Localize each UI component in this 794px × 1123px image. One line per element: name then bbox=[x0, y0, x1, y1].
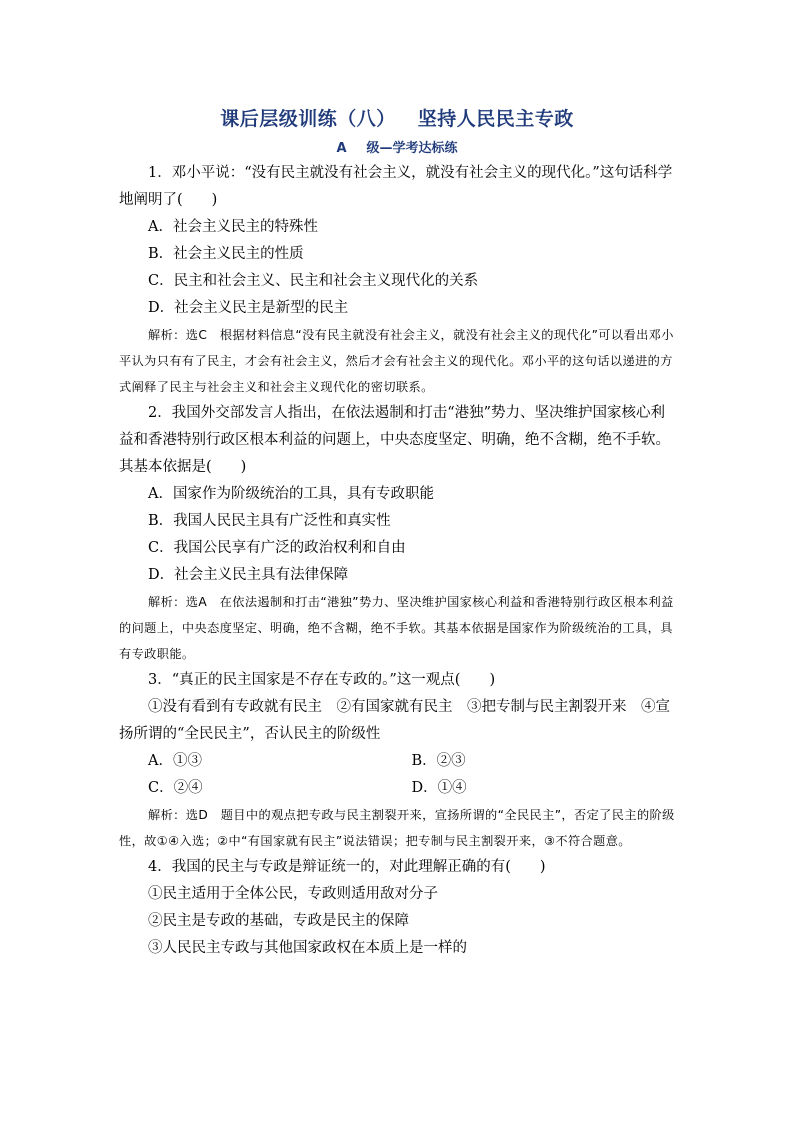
question-list bbox=[119, 160, 675, 962]
option-c: C．我国公民享有广泛的政治权利和自由 bbox=[148, 540, 406, 556]
option-b: B．②③ bbox=[411, 753, 466, 769]
options-row bbox=[119, 748, 675, 775]
subtitle-text: 级—学考达标练 bbox=[366, 141, 458, 156]
subtitle-level: A bbox=[336, 141, 347, 156]
option-a: A．社会主义民主的特殊性 bbox=[148, 219, 318, 235]
page-title bbox=[0, 104, 794, 131]
answer-analysis: 解析：选A 在依法遏制和打击“港独”势力、坚决维护国家核心利益和香港特别行政区根本利益的问题上，中央态度坚定、明确，绝不含糊，绝不手软。其基本依据是国家作为阶级统治的工具，具有专政职能。 bbox=[119, 595, 674, 661]
option-b: B．我国人民民主具有广泛性和真实性 bbox=[148, 513, 391, 529]
answer-analysis: 解析：选D 题目中的观点把专政与民主割裂开来，宣扬所谓的“全民民主”，否定了民主的阶级性，故①④入选；②中“有国家就有民主”说法错误；把专制与民主割裂开来，③不符合题意。 bbox=[119, 808, 675, 848]
question-stem: 3．“真正的民主国家是不存在专政的。”这一观点( ) bbox=[148, 672, 496, 688]
options-row bbox=[119, 775, 675, 802]
option-c: C．②④ bbox=[148, 780, 203, 796]
question-stem: 2．我国外交部发言人指出，在依法遏制和打击“港独”势力、坚决维护国家核心利益和香港特别行政区根本利益的问题上，中央态度坚定、明确，绝不含糊，绝不手软。其基本依据是( ) bbox=[119, 405, 670, 475]
option-d: D．社会主义民主是新型的民主 bbox=[148, 300, 349, 316]
option-d: D．社会主义民主具有法律保障 bbox=[148, 567, 349, 583]
option-d: D．①④ bbox=[411, 780, 467, 796]
section-subtitle bbox=[0, 137, 794, 156]
title-part-b: 坚持人民民主专政 bbox=[417, 108, 574, 130]
statement-2: ②民主是专政的基础，专政是民主的保障 bbox=[148, 913, 409, 929]
title-part-a: 课后层级训练（八） bbox=[220, 108, 396, 130]
statement-3: ③人民民主专政与其他国家政权在本质上是一样的 bbox=[148, 940, 467, 956]
statement-1: ①民主适用于全体公民，专政则适用敌对分子 bbox=[148, 886, 438, 902]
question-stem: 1．邓小平说：“没有民主就没有社会主义，就没有社会主义的现代化。”这句话科学地阐明了( ) bbox=[119, 165, 673, 208]
option-a: A．国家作为阶级统治的工具，具有专政职能 bbox=[148, 486, 434, 502]
option-b: B．社会主义民主的性质 bbox=[148, 246, 304, 262]
option-a: A．①③ bbox=[148, 753, 202, 769]
answer-analysis: 解析：选C 根据材料信息“没有民主就没有社会主义，就没有社会主义的现代化”可以看出邓小平认为只有有了民主，才会有社会主义，然后才会有社会主义的现代化。邓小平的这句话以递进的方式阐释了民主与社会主义和社会主义现代化的密切联系。 bbox=[119, 328, 674, 394]
option-c: C．民主和社会主义、民主和社会主义现代化的关系 bbox=[148, 273, 479, 289]
question-stem: 4．我国的民主与专政是辩证统一的，对此理解正确的有( ) bbox=[148, 859, 546, 875]
question-statements: ①没有看到有专政就有民主 ②有国家就有民主 ③把专制与民主割裂开来 ④宣扬所谓的“全民民主”，否认民主的阶级性 bbox=[119, 699, 670, 742]
